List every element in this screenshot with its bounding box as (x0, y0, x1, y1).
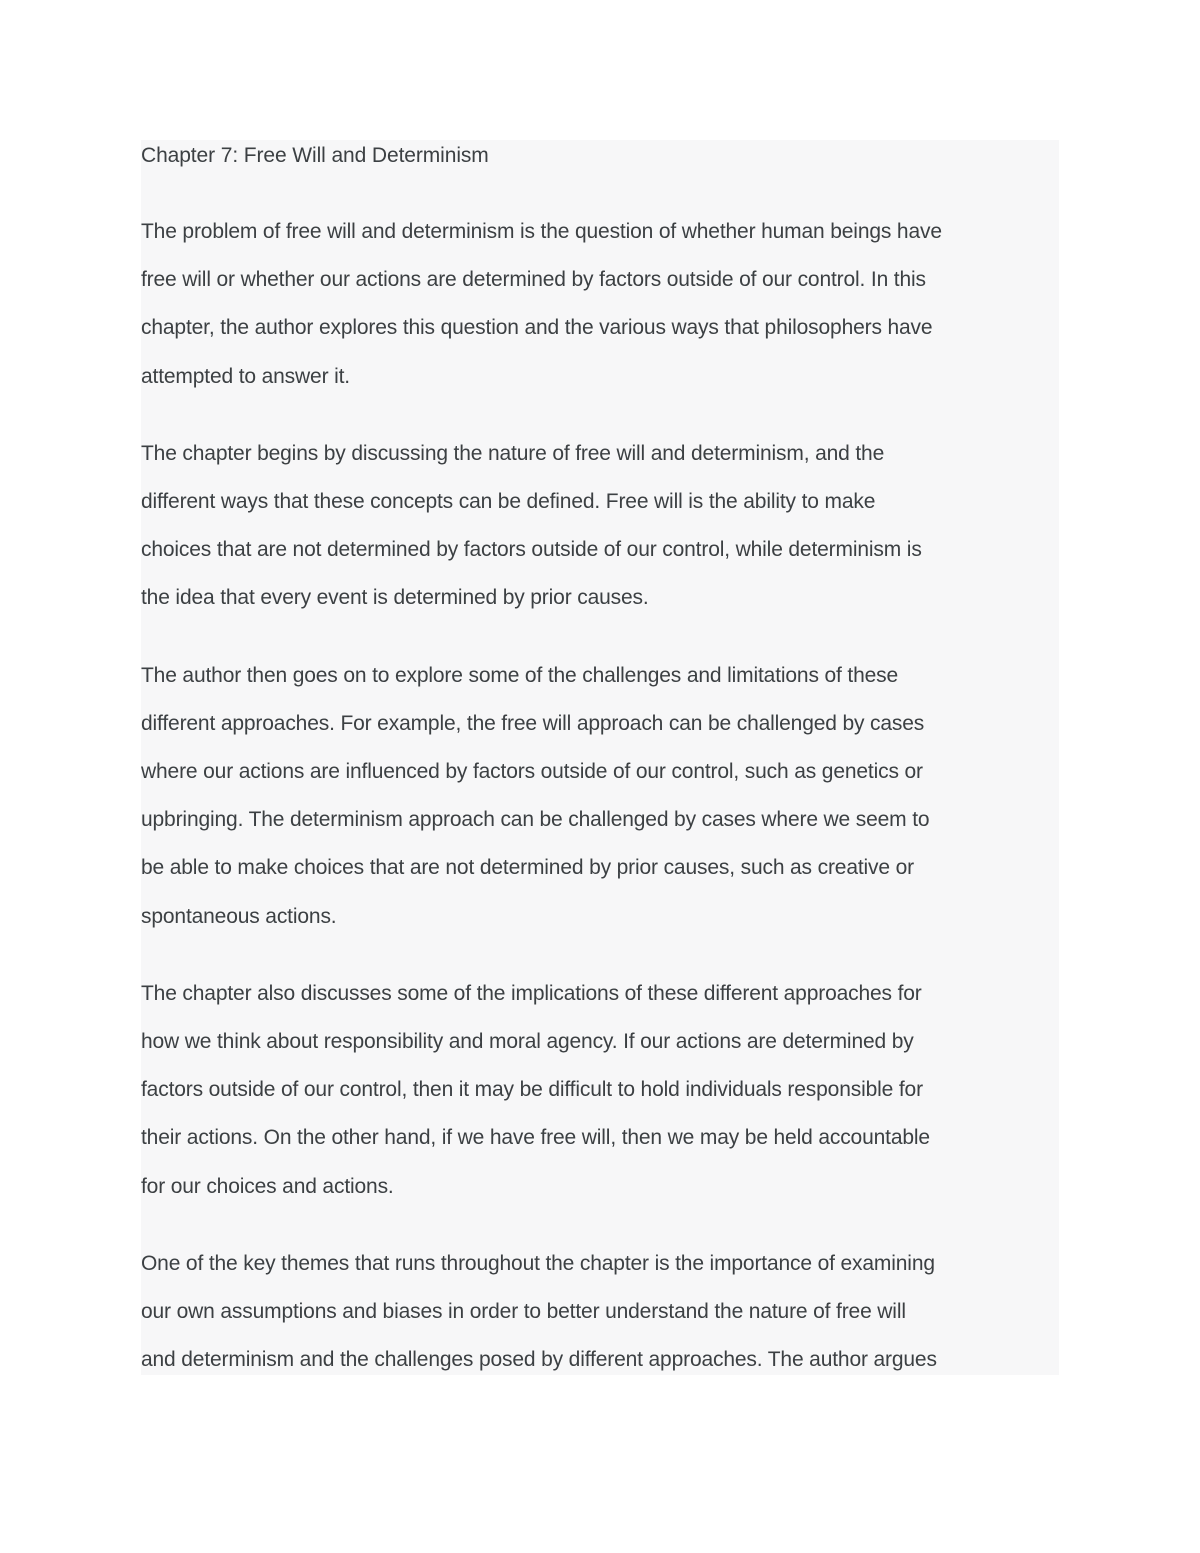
paragraph-line: be able to make choices that are not determined by prior causes, such as creative or (141, 856, 914, 880)
paragraph (141, 970, 1059, 1211)
paragraph-line: choices that are not determined by factors outside of our control, while determinism is (141, 538, 922, 562)
paragraph-line: and determinism and the challenges posed by different approaches. The author argues (141, 1348, 937, 1372)
paragraph-line: attempted to answer it. (141, 364, 350, 388)
paragraph (141, 430, 1059, 623)
paragraph-line: chapter, the author explores this question and the various ways that philosophers have (141, 316, 933, 340)
paragraph-line: spontaneous actions. (141, 904, 337, 928)
paragraph (141, 652, 1059, 941)
paragraph-line: The chapter begins by discussing the nature of free will and determinism, and the (141, 441, 885, 465)
text-block (141, 140, 1059, 1375)
paragraph-line: The problem of free will and determinism is the question of whether human beings have (141, 220, 942, 243)
paragraph-line: different approaches. For example, the free will approach can be challenged by cases (141, 711, 925, 735)
paragraph (141, 208, 1059, 401)
paragraph-line: free will or whether our actions are determined by factors outside of our control. In this (141, 268, 926, 292)
paragraph-line: factors outside of our control, then it may be difficult to hold individuals responsible for (141, 1078, 923, 1102)
paragraph-line: The chapter also discusses some of the implications of these different approaches for (141, 981, 922, 1005)
paragraph-line: how we think about responsibility and moral agency. If our actions are determined by (141, 1030, 914, 1054)
paragraph-line: The author then goes on to explore some of the challenges and limitations of these (141, 663, 899, 687)
paragraph-line: our own assumptions and biases in order to better understand the nature of free will (141, 1300, 906, 1324)
paragraph (141, 1240, 1059, 1375)
paragraph-line: different ways that these concepts can be defined. Free will is the ability to make (141, 490, 876, 514)
paragraph-line: the idea that every event is determined by prior causes. (141, 586, 649, 610)
paragraph-line: where our actions are influenced by factors outside of our control, such as genetics or (141, 760, 923, 784)
paragraph-line: upbringing. The determinism approach can be challenged by cases where we seem to (141, 808, 930, 832)
paragraph-line: for our choices and actions. (141, 1174, 394, 1198)
chapter-title: Chapter 7: Free Will and Determinism (141, 144, 489, 167)
paragraph-line: their actions. On the other hand, if we have free will, then we may be held accountable (141, 1126, 930, 1150)
paragraph-line: One of the key themes that runs throughout the chapter is the importance of examining (141, 1251, 935, 1275)
